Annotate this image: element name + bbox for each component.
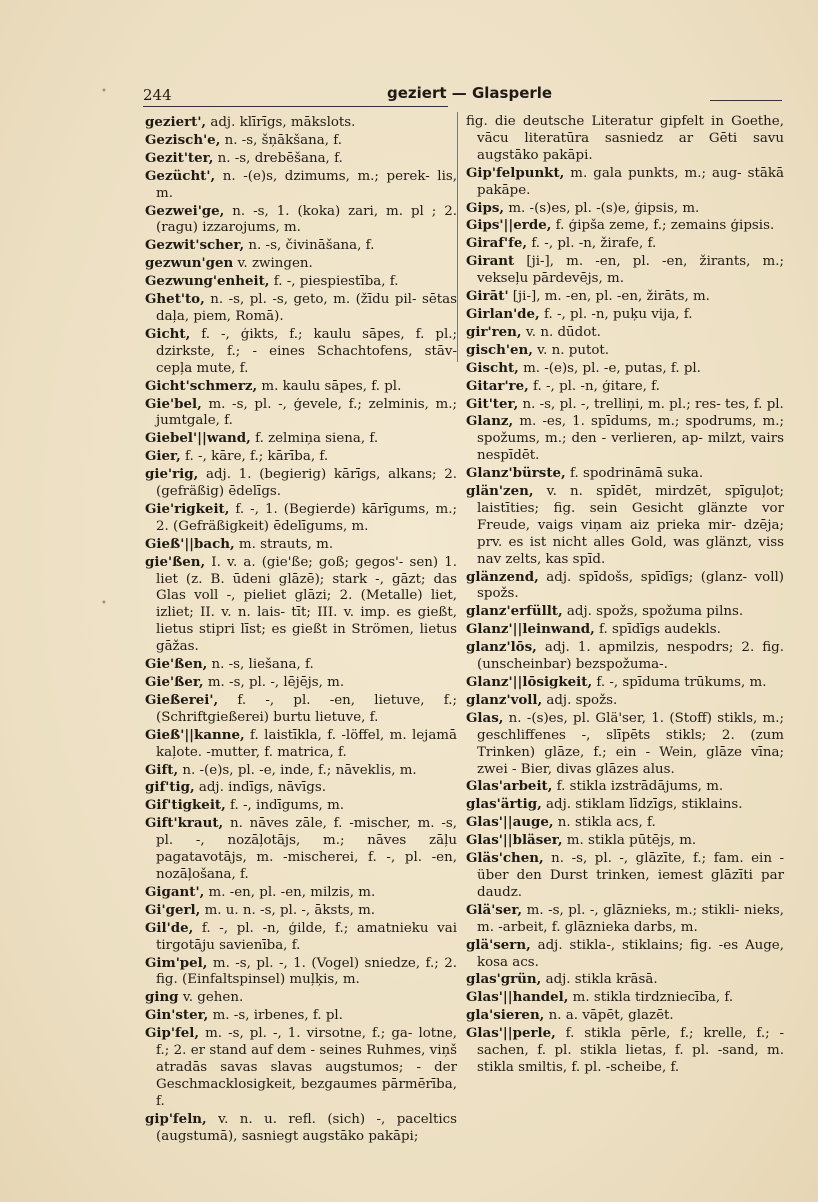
dictionary-entry [466,465,784,483]
dictionary-entry [145,326,457,378]
headword: Gigant', [145,883,205,900]
definition: n. nāves zāle, f. -mischer, m. -s, pl. -, nozāļotājs, m.; nāves zāļu pagatavotājs, m. -mischerei, f. -, pl. -en, nozāļošana, f. [156,816,457,882]
dictionary-entry [466,692,784,710]
header-rule-right [710,100,782,101]
definition: adj. 1. (begierig) kārīgs, alkans; 2. (gefräßig) ēdelīgs. [156,467,457,500]
headword: glä'sern, [466,936,531,953]
dictionary-entry [145,203,457,238]
headword: Gieß'||kanne, [145,726,245,743]
headword: glänzend, [466,568,539,585]
definition: v. n. putot. [532,342,610,358]
headword: Gift, [145,761,179,778]
dictionary-entry [466,217,784,235]
definition: adj. spīdošs, spīdīgs; (glanz- voll) spožs. [477,569,784,602]
definition: m. stikla tirdzniecība, f. [568,990,734,1006]
headword: Gezisch'e, [145,131,221,148]
dictionary-entry [466,814,784,832]
page-header [143,82,783,106]
headword: Gi'gerl, [145,901,201,918]
dictionary-entry [145,114,457,132]
dictionary-entry [466,235,784,253]
headword: Gezwit'scher, [145,237,245,254]
definition: n. -(s)es, pl. Glä'ser, 1. (Stoff) stikls, m.; geschliffenes -, slīpēts stikls; 2. (zum Trinken) glāze, f.; ein - Wein, glāze vīna; zwei - Bier, divas glāzes alus. [477,710,784,777]
dictionary-entry [466,832,784,850]
definition: adj. 1. apmilzis, nespodrs; 2. fig. (unscheinbar) bezspožuma-. [477,640,784,673]
definition: n. -s, liešana, f. [207,657,314,673]
headword: gif'tig, [145,779,195,796]
headword: ging [145,989,179,1006]
dictionary-entry [145,150,457,168]
headword: Gips'||erde, [466,217,552,234]
headword: Gezwei'ge, [145,202,225,219]
dictionary-entry [145,255,457,273]
headword: Girlan'de, [466,305,540,322]
headword: gie'rig, [145,466,199,483]
definition: f. -, indīgums, m. [225,798,345,814]
dictionary-entry [466,902,784,937]
definition: f. spodrināmā suka. [565,466,704,482]
headword: Gezit'ter, [145,149,214,166]
definition: v. zwingen. [233,256,313,272]
headword: Glas'||auge, [466,814,554,831]
dictionary-entry [145,762,457,780]
dictionary-entry [466,200,784,218]
dictionary-entry [466,396,784,414]
definition: adj. stikla-, stiklains; fig. -es Auge, kosa acs. [477,937,784,970]
definition: f. spīdīgs audekls. [594,622,721,638]
headword: glanz'erfüllt, [466,603,563,620]
definition: n. stikla acs, f. [553,815,656,831]
dictionary-entry [145,501,457,536]
definition: adj. klīrīgs, mākslots. [206,115,356,130]
definition: [ji-], m. -en, pl. -en, žirants, m.; vekseļu pārdevējs, m. [477,254,784,287]
headword: Gips, [466,199,505,216]
dictionary-entry [466,569,784,604]
running-head: geziert — Glasperle [387,84,553,102]
dictionary-entry [145,1007,457,1025]
headword: Glas'arbeit, [466,778,553,795]
definition: m. -(s)es, pl. -(s)e, ģipsis, m. [504,200,700,216]
definition: v. n. dūdot. [521,324,601,340]
headword: Gitar're, [466,377,529,394]
definition: m. stikla pūtējs, m. [562,833,697,849]
headword: glas'grün, [466,971,542,988]
headword: gla'sieren, [466,1007,545,1024]
definition: f. -, piespiestība, f. [269,274,399,290]
dictionary-entry [145,466,457,501]
definition: m. u. n. -s, pl. -, āksts, m. [200,902,376,918]
headword: Gießerei', [145,691,219,708]
definition: m. -s, pl. -, ģevele, f.; zelminis, m.; jumtgale, f. [156,396,457,429]
dictionary-entry [145,727,457,762]
headword: Gie'rigkeit, [145,500,230,517]
headword: Ghet'to, [145,291,205,308]
dictionary-entry [145,168,457,203]
headword: Gim'pel, [145,954,208,971]
dictionary-entry [466,674,784,692]
definition: n. -s, 1. (koka) zari, m. pl ; 2. (ragu) izzarojums, m. [156,203,457,236]
definition: adj. spožs. [542,692,618,708]
dictionary-entry [145,692,457,727]
headword: geziert', [145,114,207,130]
headword: Glanz'||leinwand, [466,621,595,638]
dictionary-entry [145,396,457,431]
headword: glas'ärtig, [466,796,542,813]
definition: f. stikla pērle, f.; krelle, f.; -sachen, f. pl. stikla lietas, f. pl. -sand, m. stikla smiltis, f. pl. -scheibe, f. [477,1026,784,1075]
definition: m. -(e)s, pl. -e, putas, f. pl. [518,360,701,376]
headword: Glanz, [466,413,514,430]
headword: Glas, [466,709,504,726]
definition: f. -, 1. (Begierde) kārīgums, m.; 2. (Gefräßigkeit) ēdelīgums, m. [156,501,457,534]
definition: n. a. vāpēt, glazēt. [544,1008,674,1024]
definition: n. -s, pl. -s, geto, m. (žīdu pil- sētas daļa, piem, Romā). [156,292,457,324]
dictionary-entry [466,971,784,989]
dictionary-entry [466,165,784,200]
definition: n. -(e)s, pl. -e, inde, f.; nāveklis, m. [178,762,417,778]
headword: Gicht, [145,325,191,342]
column-divider [457,112,458,362]
headword: Gie'ßer, [145,674,204,690]
dictionary-entry [466,639,784,674]
definition: n. -s, pl. -, trelliņi, m. pl.; res- tes, f. pl. [518,396,784,412]
definition: m. -s, irbenes, f. pl. [208,1008,343,1024]
definition: f. -, pl. -n, ģitare, f. [528,378,660,394]
dictionary-entry [466,1007,784,1025]
definition: v. gehen. [178,990,244,1006]
definition: f. -, pl. -n, žirafe, f. [527,236,657,252]
definition: m. -es, 1. spīdums, m.; spodrums, m.; spožums, m.; den - verlieren, ap- milzt, vairs nespīdēt. [477,414,784,464]
definition: f. ģipša zeme, f.; zemains ģipsis. [551,218,775,234]
headword: gisch'en, [466,341,533,358]
headword: gie'ßen, [145,553,206,570]
dictionary-entry [466,710,784,779]
headword: Glanz'bürste, [466,465,566,482]
dictionary-entry [466,1025,784,1077]
dictionary-entry [466,778,784,796]
definition: f. zelmiņa siena, f. [250,431,379,447]
page-number: 244 [143,86,172,104]
dictionary-entry [145,902,457,920]
dictionary-entry [145,132,457,150]
definition: f. -, pl. -n, ģilde, f.; amatnieku vai tirgotāju savienība, f. [156,920,457,953]
dictionary-entry [145,273,457,291]
definition: n. -(e)s, dzimums, m.; perek- lis, m. [156,168,457,201]
definition: v. n. spīdēt, mirdzēt, spīguļot; laistīties; fig. sein Gesicht glänzte vor Freude, vaigs viņam aiz prieka mir- dzēja; prv. es ist nicht alles Gold, was glänzt, viss nav zelts, kas spīd. [477,484,784,567]
definition: [ji-], m. -en, pl. -en, žirāts, m. [508,289,710,305]
dictionary-entry [145,378,457,396]
headword: gip'feln, [145,1110,207,1127]
dictionary-entry [145,554,457,656]
definition: I. v. a. (gie'ße; goß; gegos'- sen) 1. liet (z. B. ūdeni glāzē); stark -, gāzt; das Glas voll -, pieliet glāzi; 2. (Metalle) liet, izliet; II. v. n. lais- tīt; III. v. imp. es gießt, lietus stipri līst; es gießt in Strömen, lietus gāžas. [156,554,457,655]
dictionary-entry [145,797,457,815]
definition: m. kaulu sāpes, f. pl. [257,378,402,394]
dictionary-entry [145,291,457,326]
dictionary-entry [145,448,457,466]
definition: n. -s, šņākšana, f. [220,132,342,148]
headword: Glä'ser, [466,901,523,918]
headword: Gil'de, [145,919,194,936]
headword: Glas'||bläser, [466,832,563,849]
margin-dot: • [101,86,107,97]
definition: f. -, pl. -en, lietuve, f.; (Schriftgießerei) burtu lietuve, f. [156,692,457,725]
headword: Gier, [145,448,181,465]
dictionary-entry [145,430,457,448]
dictionary-entry [145,779,457,797]
headword: glanz'voll, [466,691,543,708]
headword: Girāt' [466,288,509,305]
definition: m. -en, pl. -en, milzis, m. [204,884,376,900]
dictionary-entry [466,989,784,1007]
headword: gir'ren, [466,323,522,340]
definition: n. -s, drebēšana, f. [213,150,343,166]
definition: adj. spožs, spožuma pilns. [562,604,744,620]
dictionary-entry [145,920,457,955]
headword: Gift'kraut, [145,815,224,832]
headword: Git'ter, [466,395,519,412]
headword: Gieß'||bach, [145,535,235,552]
headword: Gezücht', [145,167,216,184]
dictionary-entry [145,1111,457,1146]
definition: f. -, spīduma trūkums, m. [592,675,767,690]
dictionary-entry [145,989,457,1007]
dictionary-entry [466,621,784,639]
dictionary-entry [145,674,457,692]
dictionary-entry [466,850,784,902]
dictionary-entry [145,1025,457,1111]
dictionary-entry [466,306,784,324]
headword: Gif'tigkeit, [145,797,226,814]
definition: m. -s, pl. -, lējējs, m. [203,675,345,690]
dictionary-entry [145,884,457,902]
dictionary-entry [466,342,784,360]
headword: Gin'ster, [145,1007,209,1024]
headword: Gip'felpunkt, [466,164,565,181]
headword: Gip'fel, [145,1025,200,1042]
definition: n. -s, pl. -, glāzīte, f.; fam. ein - über den Durst trinken, iemest glāzīti par daudz. [477,851,784,900]
dictionary-entry [145,237,457,255]
dictionary-entry [145,656,457,674]
headword: Giraf'fe, [466,235,528,252]
definition: f. -, ģikts, f.; kaulu sāpes, f. pl.; dzirkste, f.; - eines Schachtofens, stāv- cepļa mute, f. [156,326,457,376]
dictionary-entry [466,937,784,972]
headword: Gezwung'enheit, [145,273,270,290]
margin-dot: • [101,598,107,609]
dictionary-entry [466,796,784,814]
definition: adj. stiklam līdzīgs, stiklains. [541,797,743,813]
dictionary-entry [466,253,784,288]
definition: f. -, pl. -n, puķu vija, f. [539,306,693,322]
headword: Glas'||perle, [466,1025,556,1042]
dictionary-entry [145,536,457,554]
headword: Gischt, [466,359,519,376]
definition: m. gala punkts, m.; aug- stākā pakāpe. [477,165,784,198]
header-rule [143,106,448,107]
dictionary-entry [145,955,457,990]
definition: adj. stikla krāsā. [541,972,658,988]
definition: m. strauts, m. [234,536,334,552]
dictionary-entry [466,324,784,342]
headword: glanz'lōs, [466,639,537,656]
definition: m. -s, pl. -, 1. (Vogel) sniedze, f.; 2. fig. (Einfaltspinsel) muļķis, m. [156,955,457,988]
headword: Gie'ßen, [145,656,208,673]
headword: Glanz'||lōsigkeit, [466,674,593,690]
dictionary-entry [466,413,784,465]
dictionary-entry [466,288,784,306]
headword: gezwun'gen [145,255,234,272]
definition: f. -, kāre, f.; kārība, f. [180,449,329,465]
headword: Glas'||handel, [466,989,569,1006]
definition: f. laistīkla, f. -löffel, m. lejamā kaļote. -mutter, f. matrica, f. [156,727,457,760]
dictionary-entry [145,815,457,884]
definition: m. -s, pl. -, 1. virsotne, f.; ga- lotne, f.; 2. er stand auf dem - seines Ruhmes, viņš atradās savas slavas augstumos; - der Geschmacklosigkeit, bezgaumes pārmērība, f. [156,1026,457,1109]
left-column [145,114,457,1145]
definition: v. n. u. refl. (sich) -, paceltics (augstumā), sasniegt augstāko pakāpi; [156,1111,457,1144]
dictionary-entry [466,603,784,621]
headword: glän'zen, [466,483,534,500]
dictionary-entry [466,378,784,396]
definition: m. -s, pl. -, glāznieks, m.; stikli- nieks, m. -arbeit, f. glāznieka darbs, m. [477,902,784,935]
headword: Gie'bel, [145,395,202,412]
definition: f. stikla izstrādājums, m. [552,779,724,795]
headword: Giebel'||wand, [145,430,251,447]
headword: Gläs'chen, [466,850,544,867]
right-column [466,114,784,1077]
dictionary-entry [466,360,784,378]
headword: Gicht'schmerz, [145,377,258,394]
dictionary-entry [466,114,784,165]
definition: fig. die deutsche Literatur gipfelt in Goethe, vācu literatūra sasniedz ar Gēti savu augstāko pakāpi. [466,114,784,163]
definition: n. -s, čivināšana, f. [244,238,375,254]
dictionary-entry [466,483,784,569]
definition: adj. indīgs, nāvīgs. [194,780,326,796]
headword: Girant [466,253,515,270]
